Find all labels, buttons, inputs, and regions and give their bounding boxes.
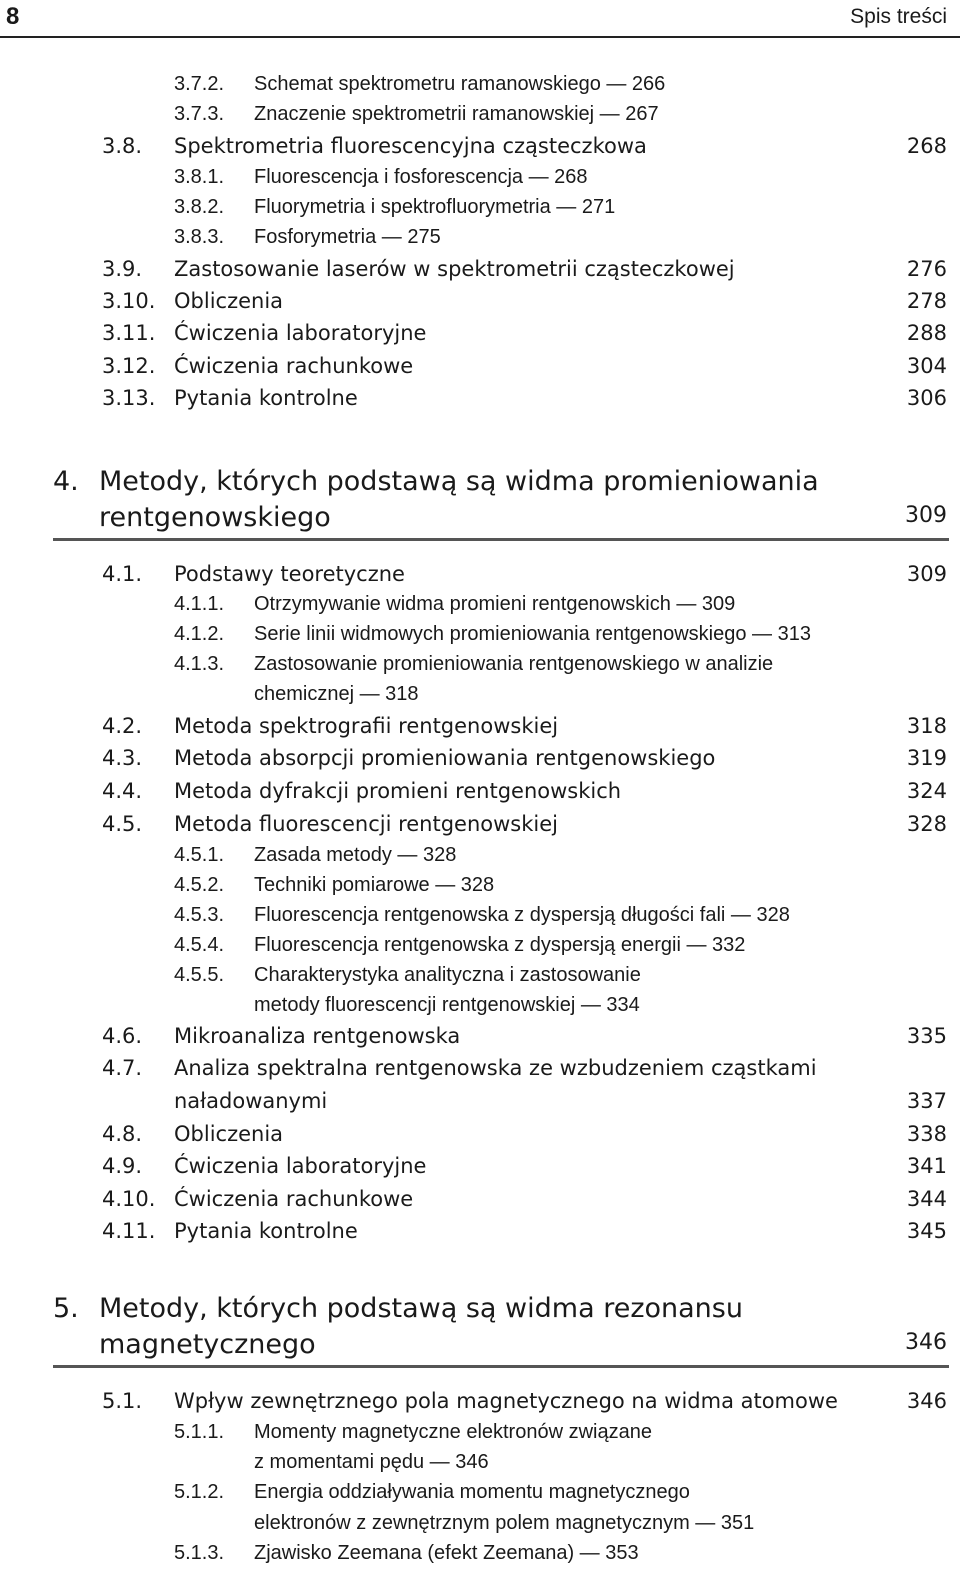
toc-section-entry[interactable] (0, 1021, 960, 1053)
entry-title: Ćwiczenia laboratoryjne (174, 321, 427, 345)
entry-title: Energia oddziaływania momentu magnetycznego (254, 1481, 690, 1503)
entry-number: 4.10. (102, 1187, 156, 1211)
entry-title: Metoda dyfrakcji promieni rentgenowskich (174, 779, 622, 803)
entry-title: Obliczenia (174, 289, 284, 313)
entry-title: Fosforymetria — 275 (254, 226, 441, 248)
toc-subsection-entry[interactable] (0, 1448, 960, 1478)
entry-title: Znaczenie spektrometrii ramanowskiej — 267 (254, 103, 659, 125)
chapter-rule (53, 1365, 949, 1368)
chapter-number: 4. (53, 466, 79, 497)
toc-section-entry[interactable] (0, 351, 960, 383)
toc-section-entry[interactable] (0, 318, 960, 350)
toc-subsection-entry[interactable] (0, 991, 960, 1021)
entry-title: Ćwiczenia rachunkowe (174, 354, 414, 378)
entry-title: z momentami pędu — 346 (254, 1451, 489, 1473)
entry-page: 288 (906, 321, 947, 345)
entry-title: Mikroanaliza rentgenowska (174, 1024, 461, 1048)
entry-page: 324 (906, 779, 947, 803)
entry-page: 335 (906, 1024, 947, 1048)
entry-page: 345 (906, 1219, 947, 1243)
toc-subsection-entry[interactable] (0, 223, 960, 253)
toc-subsection-entry[interactable] (0, 590, 960, 620)
toc-subsection-entry[interactable] (0, 1539, 960, 1569)
entry-title: Zastosowanie promieniowania rentgenowskiego w analizie (254, 653, 774, 675)
toc-subsection-entry[interactable] (0, 193, 960, 223)
toc-section-entry[interactable] (0, 743, 960, 775)
entry-title: Serie linii widmowych promieniowania rentgenowskiego — 313 (254, 623, 811, 645)
page-number: 8 (6, 3, 20, 30)
entry-title: Pytania kontrolne (174, 1219, 358, 1243)
toc-section-entry[interactable] (0, 1119, 960, 1151)
entry-number: 3.9. (102, 257, 143, 281)
toc-section-entry[interactable] (0, 1053, 960, 1085)
toc-subsection-entry[interactable] (0, 650, 960, 680)
entry-title: chemicznej — 318 (254, 683, 419, 705)
entry-page: 338 (906, 1122, 947, 1146)
toc-subsection-entry[interactable] (0, 100, 960, 130)
entry-number: 4.6. (102, 1024, 143, 1048)
entry-number: 4.11. (102, 1219, 156, 1243)
entry-title: Ćwiczenia laboratoryjne (174, 1154, 427, 1178)
entry-number: 3.12. (102, 354, 156, 378)
entry-title: Podstawy teoretyczne (174, 562, 405, 586)
entry-page: 318 (906, 714, 947, 738)
toc-section-entry[interactable] (0, 776, 960, 808)
entry-number: 3.11. (102, 321, 156, 345)
entry-page: 344 (906, 1187, 947, 1211)
page-header (0, 0, 960, 40)
toc-subsection-entry[interactable] (0, 70, 960, 100)
toc-section-entry[interactable] (0, 1086, 960, 1118)
entry-number: 4.5. (102, 812, 143, 836)
entry-title: Analiza spektralna rentgenowska ze wzbudzeniem cząstkami (174, 1056, 817, 1080)
entry-title: elektronów z zewnętrznym polem magnetycznym — 351 (254, 1512, 755, 1534)
entry-number: 3.7.2. (174, 73, 225, 95)
chapter-heading-5[interactable] (0, 1291, 960, 1363)
entry-number: 4.2. (102, 714, 143, 738)
toc-subsection-entry[interactable] (0, 871, 960, 901)
chapter-heading-4[interactable] (0, 464, 960, 536)
entry-title: Momenty magnetyczne elektronów związane (254, 1421, 652, 1443)
entry-page: 309 (906, 562, 947, 586)
toc-subsection-entry[interactable] (0, 1478, 960, 1508)
entry-title: Schemat spektrometru ramanowskiego — 266 (254, 73, 666, 95)
entry-page: 346 (906, 1389, 947, 1413)
entry-title: Fluorymetria i spektrofluorymetria — 271 (254, 196, 616, 218)
toc-section-entry[interactable] (0, 809, 960, 841)
toc-section-entry[interactable] (0, 559, 960, 591)
chapter-number: 5. (53, 1293, 79, 1324)
entry-number: 3.7.3. (174, 103, 225, 125)
entry-number: 4.1.3. (174, 653, 225, 675)
entry-page: 337 (906, 1089, 947, 1113)
toc-section-entry[interactable] (0, 383, 960, 415)
entry-title: Metoda fluorescencji rentgenowskiej (174, 812, 558, 836)
toc-subsection-entry[interactable] (0, 1509, 960, 1539)
entry-title: Wpływ zewnętrznego pola magnetycznego na widma atomowe (174, 1389, 838, 1413)
toc-section-entry[interactable] (0, 711, 960, 743)
toc-subsection-entry[interactable] (0, 163, 960, 193)
entry-title: Zasada metody — 328 (254, 844, 457, 866)
chapter-page: 309 (905, 503, 947, 528)
entry-number: 4.5.3. (174, 904, 225, 926)
entry-title: Obliczenia (174, 1122, 284, 1146)
entry-title: Fluorescencja i fosforescencja — 268 (254, 166, 588, 188)
entry-page: 278 (906, 289, 947, 313)
running-title: Spis treści (850, 5, 947, 28)
entry-title: Metoda spektrografii rentgenowskiej (174, 714, 559, 738)
toc-subsection-entry[interactable] (0, 901, 960, 931)
entry-page: 268 (906, 134, 947, 158)
entry-title: Ćwiczenia rachunkowe (174, 1187, 414, 1211)
entry-title: Fluorescencja rentgenowska z dyspersją energii — 332 (254, 934, 746, 956)
toc-subsection-entry[interactable] (0, 841, 960, 871)
entry-title: Fluorescencja rentgenowska z dyspersją długości fali — 328 (254, 904, 790, 926)
toc-subsection-entry[interactable] (0, 680, 960, 710)
entry-number: 4.5.4. (174, 934, 225, 956)
entry-number: 4.1.1. (174, 593, 225, 615)
entry-number: 5.1.2. (174, 1481, 225, 1503)
entry-title: Zastosowanie laserów w spektrometrii cząsteczkowej (174, 257, 735, 281)
chapter-page: 346 (905, 1330, 947, 1355)
entry-number: 3.10. (102, 289, 156, 313)
chapter-title: Metody, których podstawą są widma rezonansu magnetycznego (99, 1293, 743, 1360)
entry-number: 4.1.2. (174, 623, 225, 645)
entry-number: 4.4. (102, 779, 143, 803)
entry-number: 4.5.2. (174, 874, 225, 896)
chapter-title: Metody, których podstawą są widma promieniowania rentgenowskiego (99, 466, 819, 533)
chapter-rule (53, 538, 949, 541)
entry-number: 3.13. (102, 386, 156, 410)
entry-number: 5.1.1. (174, 1421, 225, 1443)
entry-number: 4.9. (102, 1154, 143, 1178)
entry-title: Techniki pomiarowe — 328 (254, 874, 495, 896)
entry-page: 319 (906, 746, 947, 770)
entry-number: 4.5.5. (174, 964, 225, 986)
toc-section-entry[interactable] (0, 1386, 960, 1418)
entry-title: Charakterystyka analityczna i zastosowanie (254, 964, 641, 986)
entry-title: Spektrometria fluorescencyjna cząsteczkowa (174, 134, 647, 158)
entry-title: metody fluorescencji rentgenowskiej — 334 (254, 994, 640, 1016)
toc-subsection-entry[interactable] (0, 961, 960, 991)
toc-section-entry[interactable] (0, 1184, 960, 1216)
entry-number: 3.8.2. (174, 196, 225, 218)
header-rule (0, 36, 960, 38)
toc-section-entry[interactable] (0, 286, 960, 318)
entry-page: 341 (906, 1154, 947, 1178)
entry-page: 304 (906, 354, 947, 378)
entry-number: 3.8. (102, 134, 143, 158)
entry-title: Pytania kontrolne (174, 386, 358, 410)
entry-number: 3.8.1. (174, 166, 225, 188)
toc-section-entry[interactable] (0, 131, 960, 163)
entry-number: 5.1.3. (174, 1542, 225, 1564)
entry-title: Metoda absorpcji promieniowania rentgenowskiego (174, 746, 716, 770)
entry-title: naładowanymi (174, 1089, 328, 1113)
entry-page: 306 (906, 386, 947, 410)
entry-number: 5.1. (102, 1389, 143, 1413)
toc-section-entry[interactable] (0, 1216, 960, 1248)
entry-page: 328 (906, 812, 947, 836)
entry-number: 4.7. (102, 1056, 143, 1080)
toc-section-entry[interactable] (0, 1151, 960, 1183)
entry-number: 4.3. (102, 746, 143, 770)
toc-subsection-entry[interactable] (0, 931, 960, 961)
toc-subsection-entry[interactable] (0, 1418, 960, 1448)
entry-number: 3.8.3. (174, 226, 225, 248)
entry-number: 4.1. (102, 562, 143, 586)
entry-number: 4.8. (102, 1122, 143, 1146)
toc-section-entry[interactable] (0, 254, 960, 286)
entry-page: 276 (906, 257, 947, 281)
toc-subsection-entry[interactable] (0, 620, 960, 650)
entry-number: 4.5.1. (174, 844, 225, 866)
entry-title: Zjawisko Zeemana (efekt Zeemana) — 353 (254, 1542, 639, 1564)
entry-title: Otrzymywanie widma promieni rentgenowskich — 309 (254, 593, 736, 615)
